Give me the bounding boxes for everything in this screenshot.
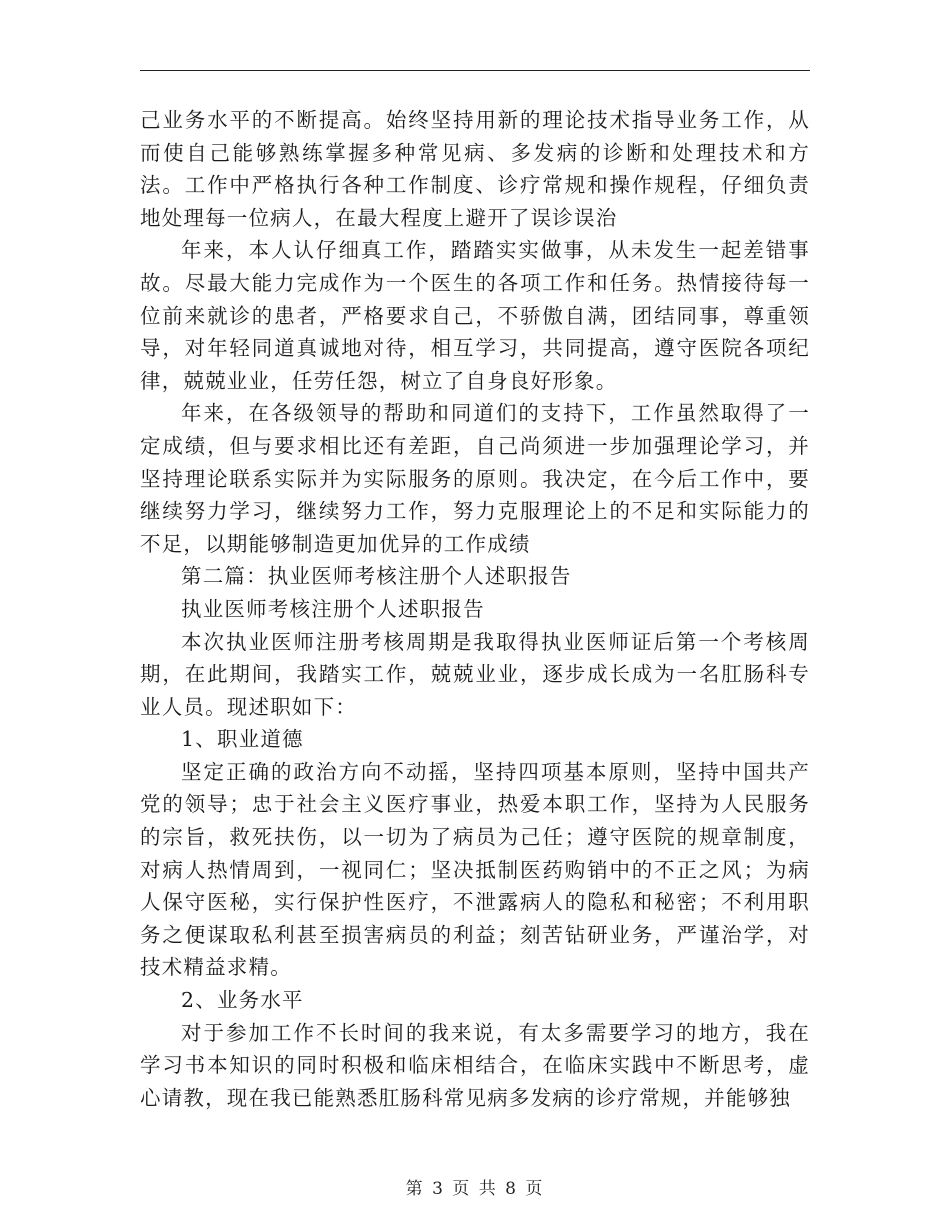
page-footer: 第 3 页 共 8 页: [405, 1179, 545, 1199]
paragraph-2: 年来，本人认仔细真工作，踏踏实实做事，从未发生一起差错事故。尽最大能力完成作为一个医生的各项工作和任务。热情接待每一位前来就诊的患者，严格要求自己，不骄傲自满，团结同事，尊重领导，对年轻同道真诚地对待，相互学习，共同提高，遵守医院各项纪律，兢兢业业，任劳任怨，树立了自身良好形象。: [140, 238, 810, 393]
report-title: 执业医师考核注册个人述职报告: [181, 596, 485, 621]
header-rule: [140, 70, 810, 71]
paragraph-ethics: 坚定正确的政治方向不动摇，坚持四项基本原则，坚持中国共产党的领导；忠于社会主义医疗事业，热爱本职工作，坚持为人民服务的宗旨，救死扶伤，以一切为了病员为己任；遵守医院的规章制度，对病人热情周到，一视同仁；坚决抵制医药购销中的不正之风；为病人保守医秘，实行保护性医疗，不泄露病人的隐私和秘密；不利用职务之便谋取私利甚至损害病员的利益；刻苦钻研业务，严谨治学，对技术精益求精。: [140, 759, 810, 980]
document-body: [140, 104, 810, 1114]
subheading-skill: 2、业务水平: [181, 988, 304, 1013]
section-heading-2: 第二篇：执业医师考核注册个人述职报告: [181, 564, 572, 589]
paragraph-intro: 本次执业医师注册考核周期是我取得执业医师证后第一个考核周期，在此期间，我踏实工作，兢兢业业，逐步成长成为一名肛肠科专业人员。现述职如下：: [140, 629, 810, 719]
subheading-ethics: 1、职业道德: [181, 727, 304, 752]
paragraph-3: 年来，在各级领导的帮助和同道们的支持下，工作虽然取得了一定成绩，但与要求相比还有差距，自己尚须进一步加强理论学习，并坚持理论联系实际并为实际服务的原则。我决定，在今后工作中，要继续努力学习，继续努力工作，努力克服理论上的不足和实际能力的不足，以期能够制造更加优异的工作成绩: [140, 401, 810, 556]
paragraph-1: 己业务水平的不断提高。始终坚持用新的理论技术指导业务工作，从而使自己能够熟练掌握多种常见病、多发病的诊断和处理技术和方法。工作中严格执行各种工作制度、诊疗常规和操作规程，仔细负责地处理每一位病人，在最大程度上避开了误诊误治: [140, 108, 810, 230]
paragraph-skill: 对于参加工作不长时间的我来说，有太多需要学习的地方，我在学习书本知识的同时积极和临床相结合，在临床实践中不断思考，虚心请教，现在我已能熟悉肛肠科常见病多发病的诊疗常规，并能够独: [140, 1020, 810, 1110]
